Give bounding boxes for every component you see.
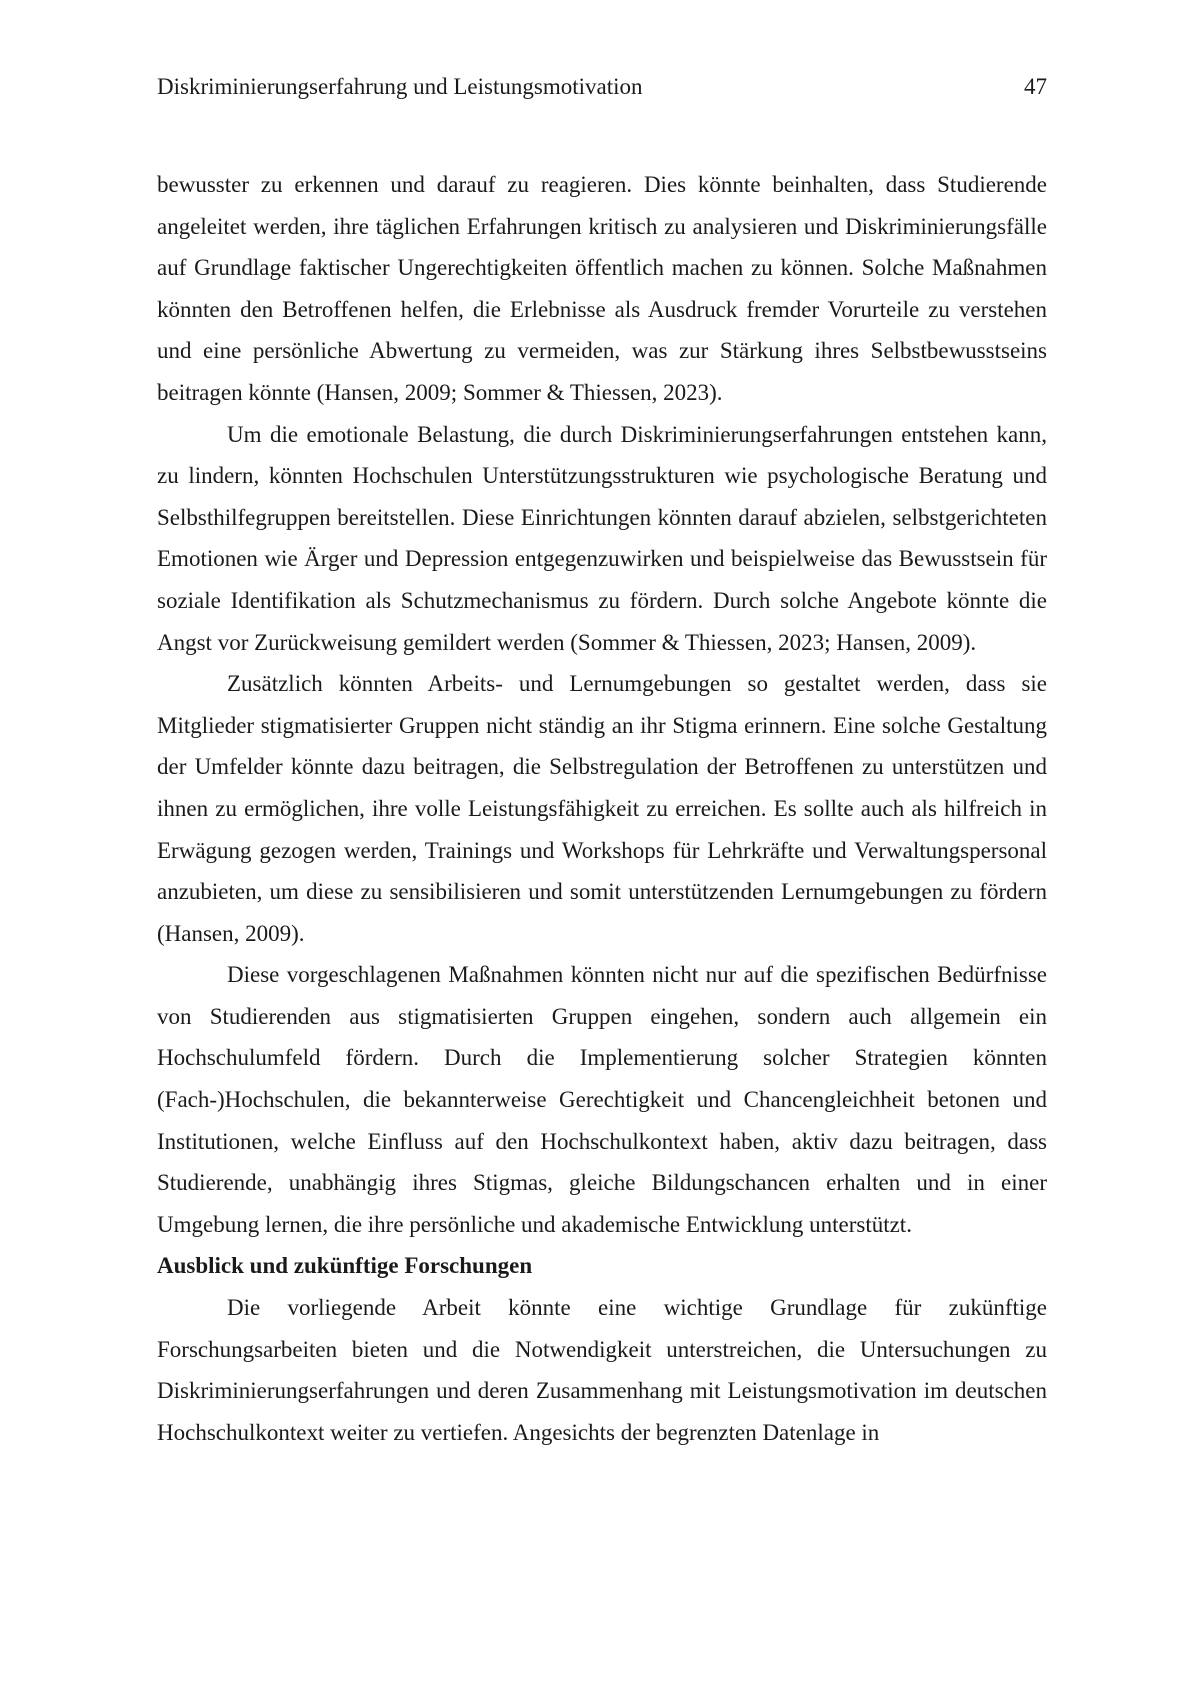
paragraph: Zusätzlich könnten Arbeits- und Lernumgebungen so gestaltet werden, dass sie Mitglieder stigmatisierter Gruppen nicht ständig an ihr Stigma erinnern. Eine solche Gestaltung der Umfelder könnte dazu beitragen, die Selbstregulation der Betroffenen zu unterstützen und ihnen zu ermöglichen, ihre volle Leistungsfähigkeit zu erreichen. Es sollte auch als hilfreich in Erwägung gezogen werden, Trainings und Workshops für Lehrkräfte und Verwaltungspersonal anzubieten, um diese zu sensibilisieren und somit unterstützenden Lernumgebungen zu fördern (Hansen, 2009). <box>157 671 1047 946</box>
running-head <box>157 72 1047 102</box>
paragraph: Um die emotionale Belastung, die durch Diskriminierungserfahrungen entstehen kann, zu lindern, könnten Hochschulen Unterstützungsstrukturen wie psychologische Beratung und Selbsthilfegruppen bereitstellen. Diese Einrichtungen könnten darauf abzielen, selbstgerichteten Emotionen wie Ärger und Depression entgegenzuwirken und beispielweise das Bewusstsein für soziale Identifikation als Schutzmechanismus zu fördern. Durch solche Angebote könnte die Angst vor Zurückweisung gemildert werden (Sommer & Thiessen, 2023; Hansen, 2009). <box>157 421 1047 655</box>
paragraph: Die vorliegende Arbeit könnte eine wichtige Grundlage für zukünftige Forschungsarbeiten bieten und die Notwendigkeit unterstreichen, die Untersuchungen zu Diskriminierungserfahrungen und deren Zusammenhang mit Leistungsmotivation im deutschen Hochschulkontext weiter zu vertiefen. Angesichts der begrenzten Datenlage in <box>157 1295 1047 1445</box>
section-heading: Ausblick und zukünftige Forschungen <box>157 1253 533 1279</box>
paragraph-continued: bewusster zu erkennen und darauf zu reagieren. Dies könnte beinhalten, dass Studierende angeleitet werden, ihre täglichen Erfahrungen kritisch zu analysieren und Diskriminierungsfälle auf Grundlage faktischer Ungerechtigkeiten öffentlich machen zu können. Solche Maßnahmen könnten den Betroffenen helfen, die Erlebnisse als Ausdruck fremder Vorurteile zu verstehen und eine persönliche Abwertung zu vermeiden, was zur Stärkung ihres Selbstbewusstseins beitragen könnte (Hansen, 2009; Sommer & Thiessen, 2023). <box>157 172 1047 405</box>
body-text <box>157 164 1047 1453</box>
page-number: 47 <box>1024 74 1047 99</box>
paragraph: Diese vorgeschlagenen Maßnahmen könnten nicht nur auf die spezifischen Bedürfnisse von Studierenden aus stigmatisierten Gruppen eingehen, sondern auch allgemein ein Hochschulumfeld fördern. Durch die Implementierung solcher Strategien könnten (Fach-)Hochschulen, die bekannterweise Gerechtigkeit und Chancengleichheit betonen und Institutionen, welche Einfluss auf den Hochschulkontext haben, aktiv dazu beitragen, dass Studierende, unabhängig ihres Stigmas, gleiche Bildungschancen erhalten und in einer Umgebung lernen, die ihre persönliche und akademische Entwicklung unterstützt. <box>157 962 1047 1237</box>
running-title: Diskriminierungserfahrung und Leistungsmotivation <box>157 74 643 99</box>
